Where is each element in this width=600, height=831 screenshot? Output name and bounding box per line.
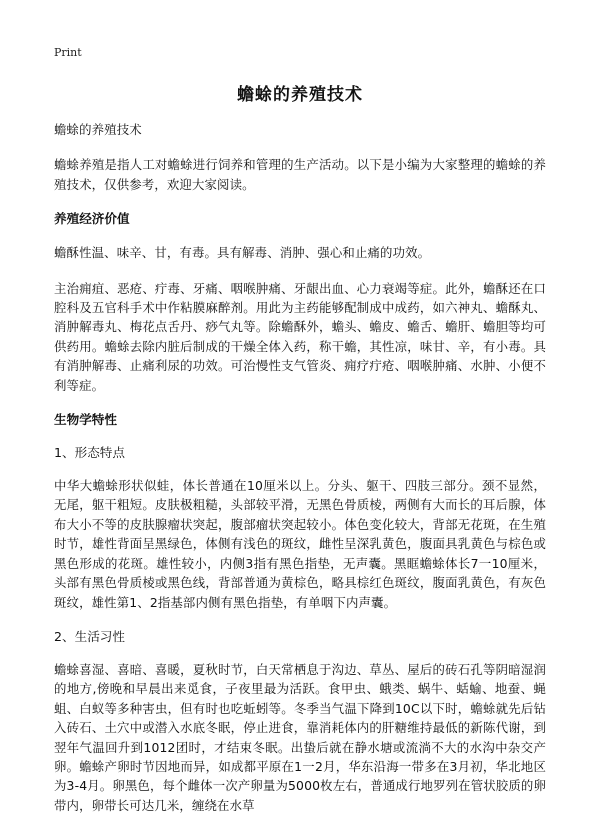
section-heading-economic-value: 养殖经济价值 xyxy=(54,211,130,227)
morphology-paragraph: 中华大蟾蜍形状似蛙，体长普通在10厘米以上。分头、躯干、四肢三部分。颈不显然，无尾，躯干粗短。皮肤极粗糙，头部较平滑，无黑色骨质棱，两侧有大而长的耳后腺，体布大小不等的皮肤腺瘤状突起，腹部瘤状突起较小。体色变化较大，背部无花斑，在生殖时节，雄性背面呈黑绿色，体侧有浅色的斑纹，雌性呈深乳黄色，腹面具乳黄色与棕色或黑色形成的花斑。雄性较小，内侧3指有黑色指垫，无声囊。黑眶蟾蜍体长7一10厘米，头部有黑色骨质棱或黑色线，背部普通为黄棕色，略具棕红色斑纹，腹面乳黄色，有灰色斑纹，雄性第1、2指基部内侧有黑色指垫，有单咽下内声囊。 xyxy=(54,478,546,610)
section-heading-biology: 生物学特性 xyxy=(54,412,117,428)
intro-paragraph: 蟾蜍养殖是指人工对蟾蜍进行饲养和管理的生产活动。以下是小编为大家整理的蟾蜍的养殖技术，仅供参考，欢迎大家阅读。 xyxy=(54,157,546,192)
print-link[interactable]: Print xyxy=(54,46,82,59)
article-subtitle: 蟾蜍的养殖技术 xyxy=(54,122,142,137)
habits-paragraph: 蟾蜍喜湿、喜暗、喜暖，夏秋时节，白天常栖息于沟边、草丛、屋后的砖石孔等阴暗湿润的地方,傍晚和早晨出来觅食，子夜里最为活跃。食甲虫、蛾类、蜗牛、蛞蝓、地蚕、蝇蛆、白蚁等多种害虫，但有时也吃蚯蚓等。冬季当气温下降到10C以下时，蟾蜍就先后钻入砖石、土穴中或潜入水底冬眠，停止进食，靠消耗体内的肝糖维持最低的新陈代谢，到翌年气温回升到1012团时，才结束冬眠。出蛰后就在静水塘或流淌不大的水沟中杂交产卵。蟾蜍产卵时节因地而异，如成都平原在1一2月，华东沿海一带多在3月初，华北地区为3-4月。卵黑色，每个雌体一次产卵量为5000枚左右，普通成行地罗列在管状胶质的卵带内，卵带长可达几米，缠绕在水草 xyxy=(54,661,546,813)
economic-paragraph-2: 主治痈疽、恶疮、疔毒、牙痛、咽喉肿痛、牙龈出血、心力衰竭等症。此外，蟾酥还在口腔科及五官科手术中作粘膜麻醉剂。用此为主药能够配制成中成药，如六神丸、蟾酥丸、消肿解毒丸、梅花点舌丹、痧气丸等。除蟾酥外，蟾头、蟾皮、蟾舌、蟾肝、蟾胆等均可供药用。蟾蜍去除内脏后制成的干燥全体入药，称干蟾，其性凉，味甘、辛，有小毒。具有消肿解毒、止痛利尿的功效。可治慢性支气管炎、痈疗疔疮、咽喉肿痛、水肿、小便不利等症。 xyxy=(54,280,546,393)
page-title: 蟾蜍的养殖技术 xyxy=(237,85,363,105)
subsection-heading-morphology: 1、形态特点 xyxy=(54,445,125,461)
article-body xyxy=(54,120,546,831)
economic-paragraph-1: 蟾酥性温、味辛、甘，有毒。具有解毒、消肿、强心和止痛的功效。 xyxy=(54,245,431,261)
subsection-heading-habits: 2、生活习性 xyxy=(54,628,125,644)
